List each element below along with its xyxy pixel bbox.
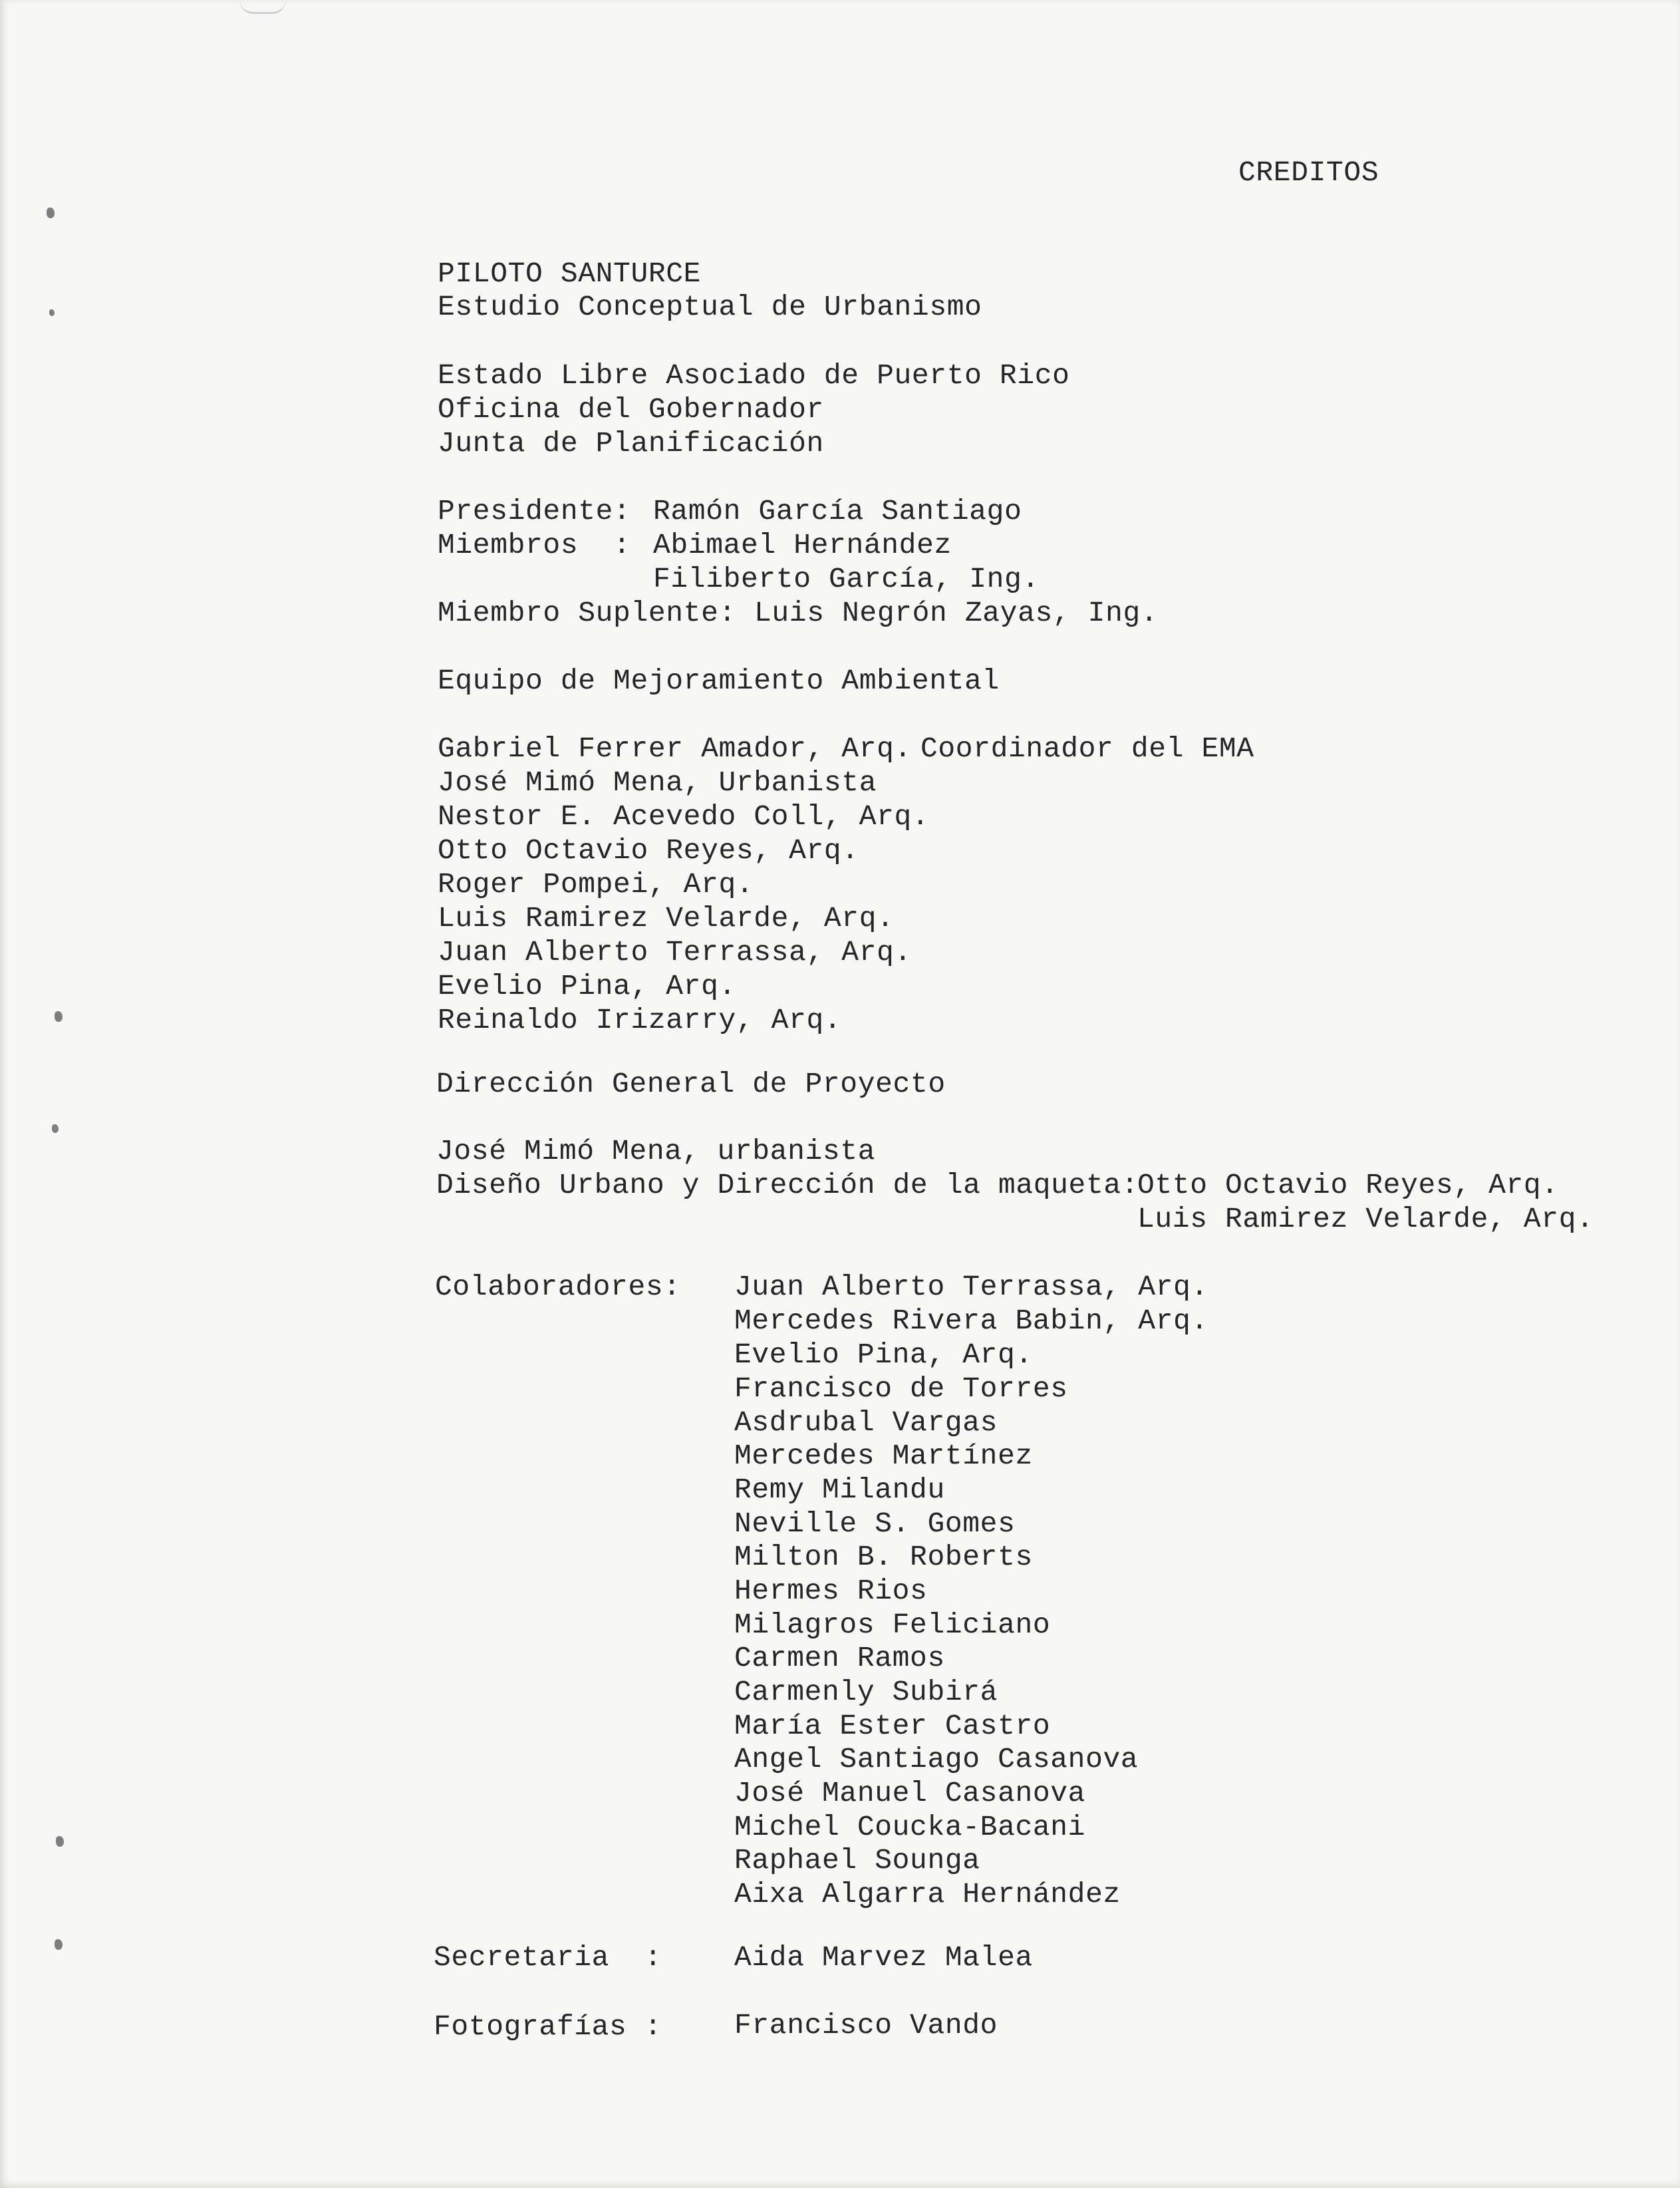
punch-mark (56, 1836, 64, 1847)
ema-coordinator-name: Gabriel Ferrer Amador, Arq. (438, 732, 912, 765)
punch-mark (52, 1124, 59, 1133)
ema-member: Juan Alberto Terrassa, Arq. (438, 936, 912, 969)
government-line: Junta de Planificación (438, 427, 824, 460)
collaborator-name: Juan Alberto Terrassa, Arq. (734, 1271, 1208, 1303)
secretaria-label: Secretaria : (434, 1941, 662, 1974)
collaborator-name: Angel Santiago Casanova (734, 1743, 1139, 1776)
collaborator-name: José Manuel Casanova (734, 1777, 1086, 1809)
design-label: Diseño Urbano y Dirección de la maqueta: (436, 1169, 1139, 1201)
ema-member: Reinaldo Irizarry, Arq. (438, 1004, 842, 1036)
direction-heading: Dirección General de Proyecto (436, 1068, 946, 1100)
ema-coordinator-role: Coordinador del EMA (920, 732, 1254, 765)
collaborator-name: Aixa Algarra Hernández (734, 1878, 1121, 1911)
punch-mark (49, 309, 55, 316)
ema-member: Otto Octavio Reyes, Arq. (438, 834, 859, 867)
project-subtitle: Estudio Conceptual de Urbanismo (438, 291, 982, 323)
miembro-name: Abimael Hernández (653, 529, 952, 561)
collaborator-name: Raphael Sounga (734, 1844, 980, 1877)
punch-mark (55, 1011, 63, 1022)
miembro-name: Filiberto García, Ing. (653, 563, 1040, 595)
page-heading: CREDITOS (1238, 156, 1379, 189)
presidente-name: Ramón García Santiago (653, 495, 1022, 528)
collaborator-name: Hermes Rios (734, 1575, 928, 1607)
ema-member: Luis Ramirez Velarde, Arq. (438, 902, 895, 935)
collaborator-name: Mercedes Martínez (734, 1440, 1033, 1472)
collaborator-name: Milton B. Roberts (734, 1541, 1033, 1573)
government-line: Estado Libre Asociado de Puerto Rico (438, 359, 1070, 392)
design-name: Otto Octavio Reyes, Arq. (1137, 1169, 1559, 1201)
collaborator-name: Milagros Feliciano (734, 1609, 1051, 1641)
ema-member: José Mimó Mena, Urbanista (438, 766, 877, 799)
suplente-name: Luis Negrón Zayas, Ing. (754, 597, 1159, 629)
fotografias-name: Francisco Vando (734, 2009, 998, 2042)
collaborator-name: Mercedes Rivera Babin, Arq. (734, 1305, 1208, 1337)
collaborator-name: Carmen Ramos (734, 1642, 945, 1674)
presidente-label: Presidente: (438, 495, 631, 528)
design-name: Luis Ramirez Velarde, Arq. (1137, 1203, 1594, 1235)
collaborator-name: Francisco de Torres (734, 1372, 1068, 1405)
collaborator-name: Carmenly Subirá (734, 1676, 998, 1708)
collaborator-name: Remy Milandu (734, 1474, 945, 1506)
government-line: Oficina del Gobernador (438, 393, 824, 426)
punch-mark (47, 208, 55, 218)
punch-mark (55, 1939, 63, 1950)
ema-member: Nestor E. Acevedo Coll, Arq. (438, 800, 930, 833)
ema-heading: Equipo de Mejoramiento Ambiental (438, 665, 1000, 697)
collaborators-label: Colaboradores: (435, 1271, 681, 1303)
ema-member: Roger Pompei, Arq. (438, 868, 754, 901)
director-name: José Mimó Mena, urbanista (436, 1135, 876, 1168)
collaborator-name: María Ester Castro (734, 1710, 1051, 1742)
miembros-label: Miembros : (438, 529, 631, 561)
secretaria-name: Aida Marvez Malea (734, 1941, 1033, 1974)
collaborator-name: Neville S. Gomes (734, 1507, 1016, 1540)
suplente-label: Miembro Suplente: (438, 597, 736, 629)
staple-mark (239, 0, 286, 14)
collaborator-name: Michel Coucka-Bacani (734, 1811, 1086, 1843)
collaborator-name: Asdrubal Vargas (734, 1406, 998, 1439)
ema-member: Evelio Pina, Arq. (438, 970, 736, 1003)
fotografias-label: Fotografías : (434, 2010, 662, 2043)
collaborator-name: Evelio Pina, Arq. (734, 1338, 1033, 1371)
project-title: PILOTO SANTURCE (438, 257, 702, 290)
